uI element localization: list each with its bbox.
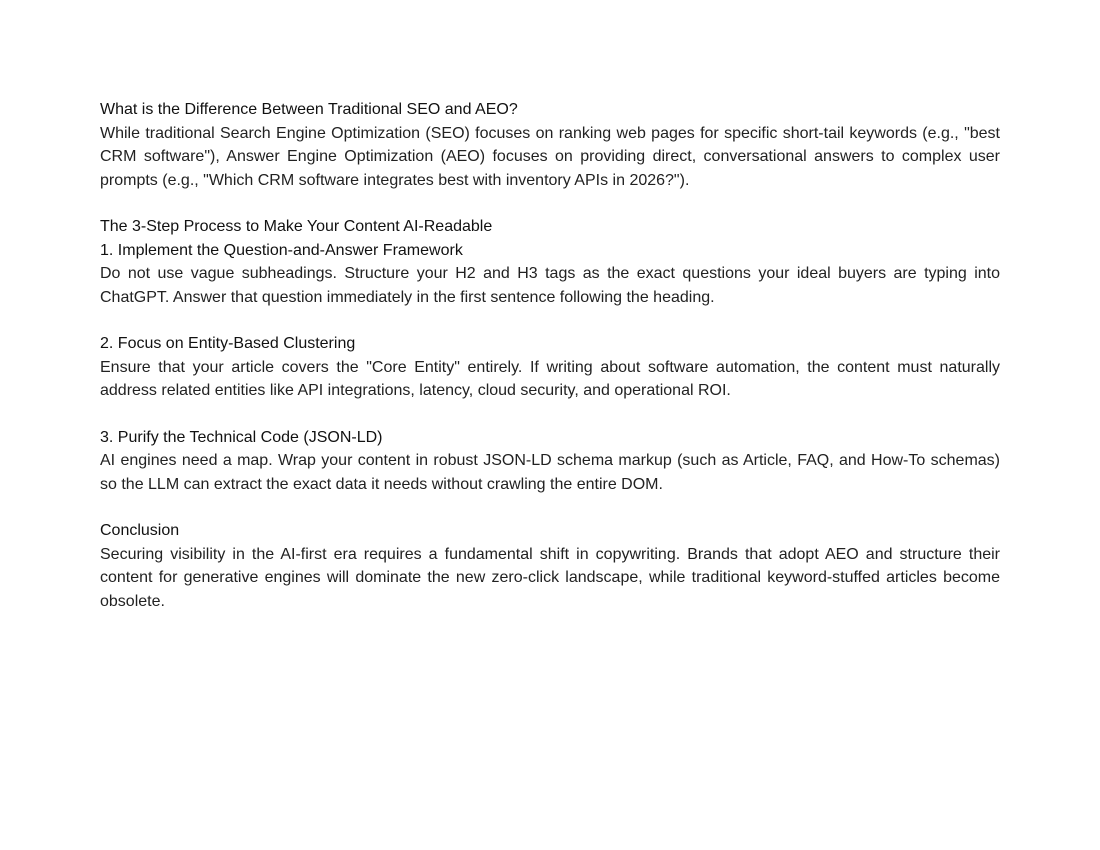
spacer bbox=[100, 309, 1000, 332]
spacer bbox=[100, 192, 1000, 215]
step-3-heading: 3. Purify the Technical Code (JSON-LD) bbox=[100, 428, 383, 446]
conclusion-heading: Conclusion bbox=[100, 522, 180, 539]
spacer bbox=[100, 496, 1000, 519]
step-1-body: Do not use vague subheadings. Structure your H2 and H3 tags as the exact questions your ideal buyers are typing into ChatGPT. Answer that question immediately in the first sentence following the heading. bbox=[100, 265, 1000, 306]
document-page bbox=[100, 98, 1000, 613]
step-3-body: AI engines need a map. Wrap your content in robust JSON-LD schema markup (such as Article, FAQ, and How-To schemas) so the LLM can extract the exact data it needs without crawling the entire DOM. bbox=[100, 452, 1000, 493]
step-2-heading: 2. Focus on Entity-Based Clustering bbox=[100, 335, 356, 352]
conclusion-body: Securing visibility in the AI-first era requires a fundamental shift in copywriting. Brands that adopt AEO and structure their content for generative engines will dominate the new zero-click landscape, while traditional keyword-stuffed articles become obsolete. bbox=[100, 545, 1000, 610]
section-heading-seo-vs-aeo: What is the Difference Between Traditional SEO and AEO? bbox=[100, 101, 518, 118]
section-heading-3-step-process: The 3-Step Process to Make Your Content AI-Readable bbox=[100, 218, 493, 235]
step-1-heading: 1. Implement the Question-and-Answer Framework bbox=[100, 241, 463, 259]
spacer bbox=[100, 403, 1000, 426]
section-body-seo-vs-aeo: While traditional Search Engine Optimization (SEO) focuses on ranking web pages for specific short-tail keywords (e.g., "best CRM software"), Answer Engine Optimization (AEO) focuses on providing direct, conversational answers to complex user prompts (e.g., "Which CRM software integrates best with inventory APIs in 2026?"). bbox=[100, 124, 1000, 189]
step-2-body: Ensure that your article covers the "Core Entity" entirely. If writing about software automation, the content must naturally address related entities like API integrations, latency, cloud security, and operational ROI. bbox=[100, 358, 1000, 399]
